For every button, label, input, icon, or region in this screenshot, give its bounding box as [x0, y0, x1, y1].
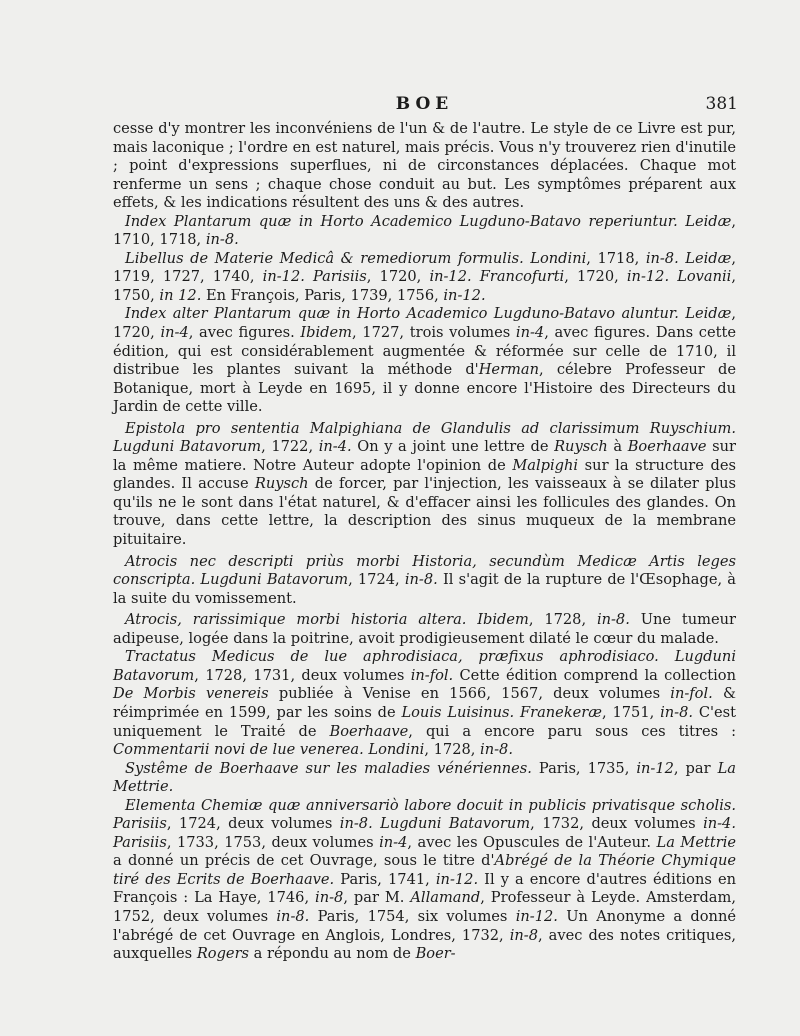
roman-run: , 1727, trois volumes [351, 324, 516, 342]
italic-run: Louis Luisinus. Franekeræ [401, 703, 602, 721]
italic-run: La Mettrie. [113, 759, 736, 796]
bibliography-entry [113, 305, 736, 416]
italic-run: in-8. [205, 231, 239, 249]
roman-run: , qui a encore paru sous ces titres : [408, 722, 737, 740]
italic-run: Commentarii novi de lue venerea. Londini [113, 741, 425, 759]
roman-run: Un Anonyme a donné l'abrégé de cet Ouvrage en Anglois, Londres, 1732, [113, 907, 736, 944]
roman-run: sur la même matiere. Notre Auteur adopte l'opinion de [113, 438, 736, 474]
bibliography-entry [113, 611, 736, 648]
italic-run: in-fol. [410, 666, 454, 684]
roman-run: , 1720, [113, 305, 736, 342]
italic-run: in-fol. [670, 685, 713, 703]
italic-run: in-8. Leidæ [645, 249, 732, 267]
roman-run: C'est uniquement le Traité de [113, 703, 736, 740]
italic-run: Atrocis nec descripti priùs morbi Historia, secundùm Medicæ Artis leges conscripta. Lugduni Batavorum [113, 552, 736, 589]
italic-run: Index alter Plantarum quæ in Horto Academico Lugduno-Batavo aluntur. Leidæ [125, 305, 732, 323]
roman-run: Paris, 1741, [334, 870, 436, 888]
italic-run: Malpighi [512, 456, 579, 474]
roman-run: , avec les Opuscules de l'Auteur. [407, 833, 657, 851]
roman-run: , 1728, [528, 611, 597, 629]
roman-run: Une tumeur adipeuse, logée dans la poitrine, avoit prodigieusement dilaté le cœur du malade. [113, 611, 736, 647]
bibliography-entry [113, 797, 736, 964]
italic-run: in-4 [160, 324, 189, 342]
roman-run: , avec des notes critiques, auxquelles [113, 926, 736, 963]
italic-run: in-12. [515, 907, 558, 925]
italic-run: in-8. [660, 703, 693, 721]
italic-run: La Mettrie [656, 833, 737, 851]
roman-run: , avec figures. Dans cette édition, qui est considérablement augmentée & réformée sur celle de 1710, il distribue les plantes suivant la méthode d' [113, 324, 736, 379]
italic-run: Atrocis, rarissimique morbi historia altera. Ibidem [125, 611, 529, 629]
italic-run: in-8. [596, 611, 630, 629]
roman-run: , 1750, [113, 268, 736, 304]
page-number: 381 [705, 94, 738, 114]
roman-run: de forcer, par l'injection, les vaisseaux à se dilater plus qu'ils ne le sont dans l'état naturel, & d'effacer ainsi les follicules des glandes. On trouve, dans cette lettre, la description des sinus muqueux de la membrane pituitaire. [113, 475, 736, 549]
roman-run: publiée à Venise en 1566, 1567, deux volumes [268, 685, 671, 703]
italic-run: in-8. [404, 571, 438, 589]
roman-run: En François, Paris, 1739, 1756, [201, 286, 444, 304]
roman-run: a donné un précis de cet Ouvrage, sous le titre d' [113, 852, 495, 870]
bibliography-entry [113, 250, 736, 306]
bibliography-entry [113, 420, 736, 550]
italic-run: Epistola pro sententia Malpighiana de Glandulis ad clarissimum Ruyschium. Lugduni Batavorum [113, 419, 736, 456]
roman-run: , 1718, [586, 249, 646, 267]
roman-run: , 1720, [366, 268, 430, 286]
bibliography-entry [113, 760, 736, 797]
italic-run: Boerhaave [627, 438, 707, 456]
italic-run: Rogers [196, 945, 250, 963]
roman-run: , 1722, [261, 438, 319, 456]
roman-run: Il s'agit de la rupture de l'Œsophage, à la suite du vomissement. [113, 571, 736, 607]
roman-run: , 1728, 1731, deux volumes [194, 666, 411, 684]
italic-run: in-4. [318, 438, 352, 456]
italic-run: in-8. Lugduni Batavorum [339, 815, 531, 833]
italic-run: Boer- [415, 945, 456, 963]
roman-run: , 1751, [602, 703, 661, 721]
roman-run: , 1719, 1727, 1740, [113, 249, 736, 286]
italic-run: in-4 [379, 833, 408, 851]
italic-run: in-4. Parisiis [113, 815, 736, 851]
italic-run: Allamand [410, 889, 481, 907]
roman-run: , célebre Professeur de Botanique, mort à Leyde en 1695, il y donne encore l'Histoire des Directeurs du Jardin de cette ville. [113, 361, 736, 416]
italic-run: De Morbis venereis [113, 685, 269, 703]
body-text [113, 120, 736, 964]
roman-run: Paris, 1735, [531, 759, 637, 777]
italic-run: Elementa Chemiæ quæ anniversariò labore docuit in publicis privatisque scholis. Parisiis [113, 796, 736, 833]
roman-run: Paris, 1754, six volumes [309, 907, 516, 925]
italic-run: in-12. Lovanii [626, 268, 732, 286]
italic-run: Systême de Boerhaave sur les maladies vénériennes. [125, 759, 532, 777]
italic-run: in-12. Francofurti [429, 268, 565, 286]
roman-run: , 1733, 1753, deux volumes [166, 833, 380, 851]
italic-run: in-8. [276, 907, 310, 925]
italic-run: Ruysch [554, 438, 608, 456]
roman-run: , 1710, 1718, [113, 212, 736, 249]
roman-run: , avec figures. [188, 324, 301, 342]
paragraph-continuation [113, 120, 736, 213]
roman-run: , 1724, [348, 571, 405, 589]
italic-run: Ibidem [300, 324, 352, 342]
roman-run: , 1724, deux volumes [166, 815, 340, 833]
italic-run: Ruysch [254, 475, 309, 493]
running-head [113, 0, 736, 120]
italic-run: in-12. Parisiis [262, 268, 367, 286]
roman-run: Cette édition comprend la collection [453, 666, 736, 684]
italic-run: in-4 [515, 324, 545, 342]
italic-run: in-8 [315, 889, 344, 907]
roman-run: , 1728, [424, 741, 481, 759]
italic-run: Abrégé de la Théorie Chymique tiré des Ecrits de Boerhaave. [113, 852, 736, 888]
roman-run: cesse d'y montrer les inconvéniens de l'un & de l'autre. Le style de ce Livre est pur, mais laconique ; l'ordre en est naturel, mais précis. Vous n'y trouverez rien d'inutile ; point d'expressions superflues, ni de circonstances déplacées. Chaque mot renferme un sens ; chaque chose conduit au but. Les symptômes préparent aux effets, & les indications résultent des uns & des autres. [113, 120, 736, 212]
italic-run: Herman [478, 361, 539, 379]
roman-run: sur la structure des glandes. Il accuse [113, 456, 736, 493]
roman-run: à [607, 438, 628, 456]
bibliography-entry [113, 213, 736, 250]
italic-run: Tractatus Medicus de lue aphrodisiaca, præfixus aphrodisiaco. Lugduni Batavorum [113, 648, 736, 684]
roman-run: , Professeur à Leyde. Amsterdam, 1752, deux volumes [113, 889, 736, 925]
italic-run: in-12. [435, 870, 479, 888]
italic-run: in-8. [480, 741, 513, 759]
italic-run: Boerhaave [329, 722, 409, 740]
roman-run: , par [673, 759, 718, 777]
roman-run: Il y a encore d'autres éditions en François : La Haye, 1746, [113, 870, 736, 907]
roman-run: On y a joint une lettre de [351, 438, 555, 456]
italic-run: Index Plantarum quæ in Horto Academico Lugduno-Batavo reperiuntur. Leidæ [125, 212, 732, 230]
bibliography-entry [113, 553, 736, 609]
roman-run: a répondu au nom de [249, 945, 416, 963]
italic-run: in-12 [636, 759, 674, 777]
roman-run: , 1720, [564, 268, 627, 286]
running-title: BOE [395, 94, 454, 114]
italic-run: in-12. [443, 286, 486, 304]
italic-run: in 12. [159, 286, 202, 304]
roman-run: , 1732, deux volumes [530, 815, 704, 833]
roman-run: & réimprimée en 1599, par les soins de [113, 685, 736, 721]
bibliography-entry [113, 648, 736, 759]
italic-run: in-8 [509, 926, 539, 944]
italic-run: Libellus de Materie Medicâ & remediorum formulis. Londini [125, 249, 587, 267]
roman-run: , par M. [343, 889, 411, 907]
